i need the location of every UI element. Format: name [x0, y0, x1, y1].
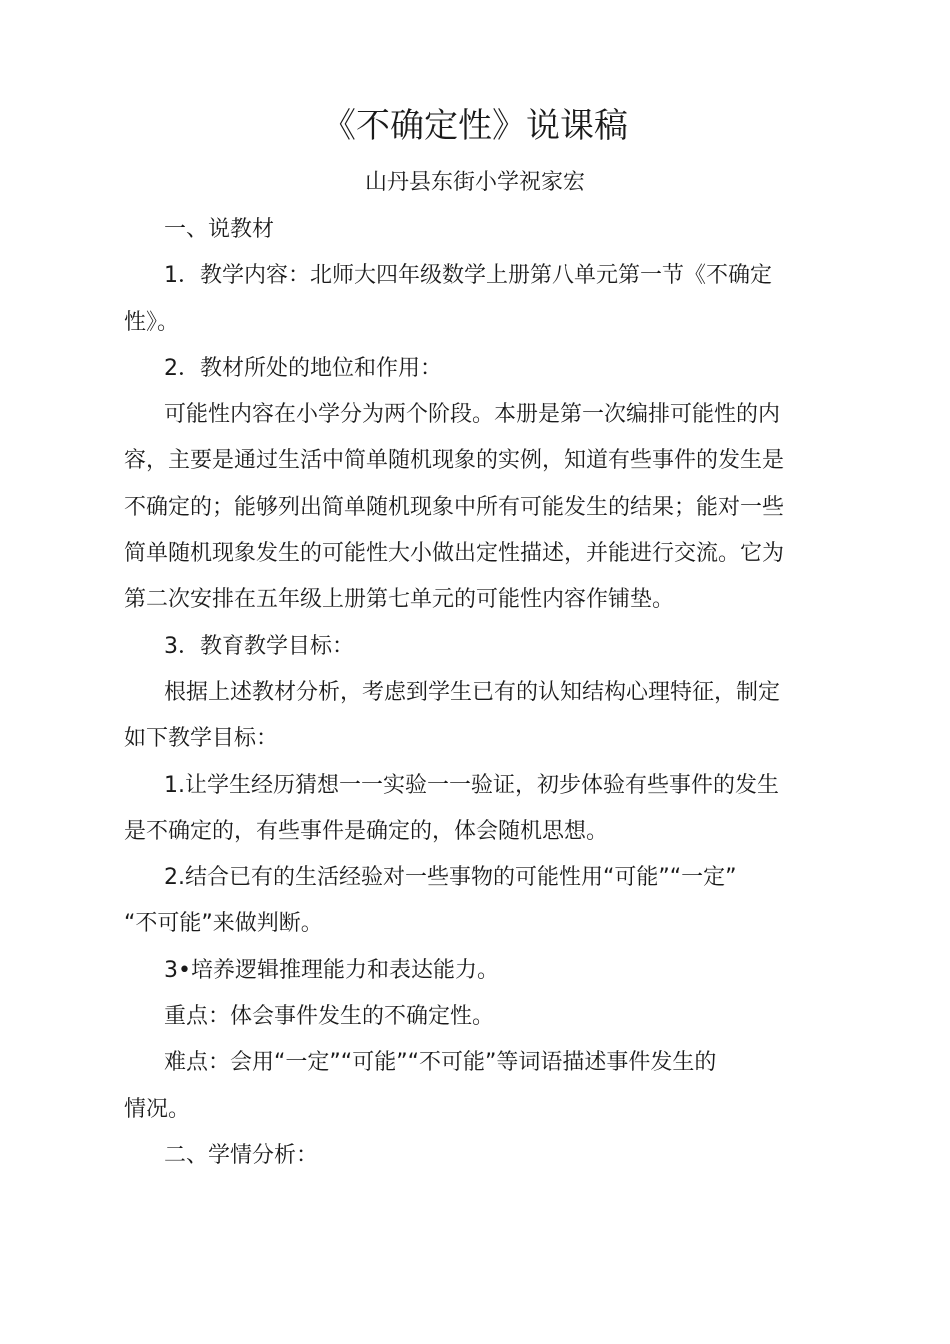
- paragraph-objectives-heading: [124, 624, 836, 670]
- document-author: 山丹县东街小学祝家宏: [364, 170, 585, 195]
- text-line: 是不确定的，有些事件是确定的，体会随机思想。: [124, 818, 609, 844]
- text-line: 1．教学内容：北师大四年级数学上册第八单元第一节《不确定: [164, 263, 772, 289]
- paragraph-teaching-content: [124, 253, 836, 346]
- text-line: “不可能”来做判断。: [124, 911, 323, 937]
- paragraph-difficulty: [124, 1040, 836, 1133]
- document-title: 《不确定性》说课稿: [322, 106, 628, 146]
- text-line: 性》。: [124, 309, 180, 335]
- text-line: 如下教学目标：: [124, 726, 279, 752]
- text-line: 容，主要是通过生活中简单随机现象的实例，知道有些事件的发生是: [124, 448, 785, 474]
- text-line: 可能性内容在小学分为两个阶段。本册是第一次编排可能性的内: [164, 402, 781, 428]
- section-heading-student-analysis: [124, 1133, 836, 1179]
- text-line: 不确定的；能够列出简单随机现象中所有可能发生的结果；能对一些: [124, 494, 785, 520]
- text-line: 3．教育教学目标：: [164, 633, 354, 659]
- text-line: 情况。: [124, 1096, 191, 1122]
- text-line: 1.让学生经历猜想一一实验一一验证，初步体验有些事件的发生: [164, 772, 779, 798]
- text-line: 2．教材所处的地位和作用：: [164, 355, 442, 381]
- paragraph-material-role: [124, 392, 836, 623]
- text-line: 一、说教材: [164, 217, 275, 242]
- text-line: 简单随机现象发生的可能性大小做出定性描述，并能进行交流。它为: [124, 541, 785, 567]
- text-line: 2.结合已有的生活经验对一些事物的可能性用“可能”“一定”: [164, 865, 737, 891]
- section-heading-teaching-material: [124, 207, 836, 253]
- paragraph-objective-1: [124, 763, 836, 856]
- paragraph-material-role-heading: [124, 346, 836, 392]
- paragraph-key-point: [124, 994, 836, 1040]
- paragraph-objective-2: [124, 855, 836, 948]
- text-line: 第二次安排在五年级上册第七单元的可能性内容作铺垫。: [124, 587, 675, 613]
- text-line: 难点：会用“一定”“可能”“不可能”等词语描述事件发生的: [164, 1050, 717, 1076]
- text-line: 根据上述教材分析，考虑到学生已有的认知结构心理特征，制定: [164, 679, 781, 705]
- document-body: [124, 207, 836, 1179]
- text-line: 3•培养逻辑推理能力和表达能力。: [164, 957, 499, 983]
- text-line: 重点：体会事件发生的不确定性。: [164, 1004, 495, 1030]
- text-line: 二、学情分析：: [164, 1142, 319, 1168]
- paragraph-objective-3: [124, 948, 836, 994]
- paragraph-objectives-intro: [124, 670, 836, 763]
